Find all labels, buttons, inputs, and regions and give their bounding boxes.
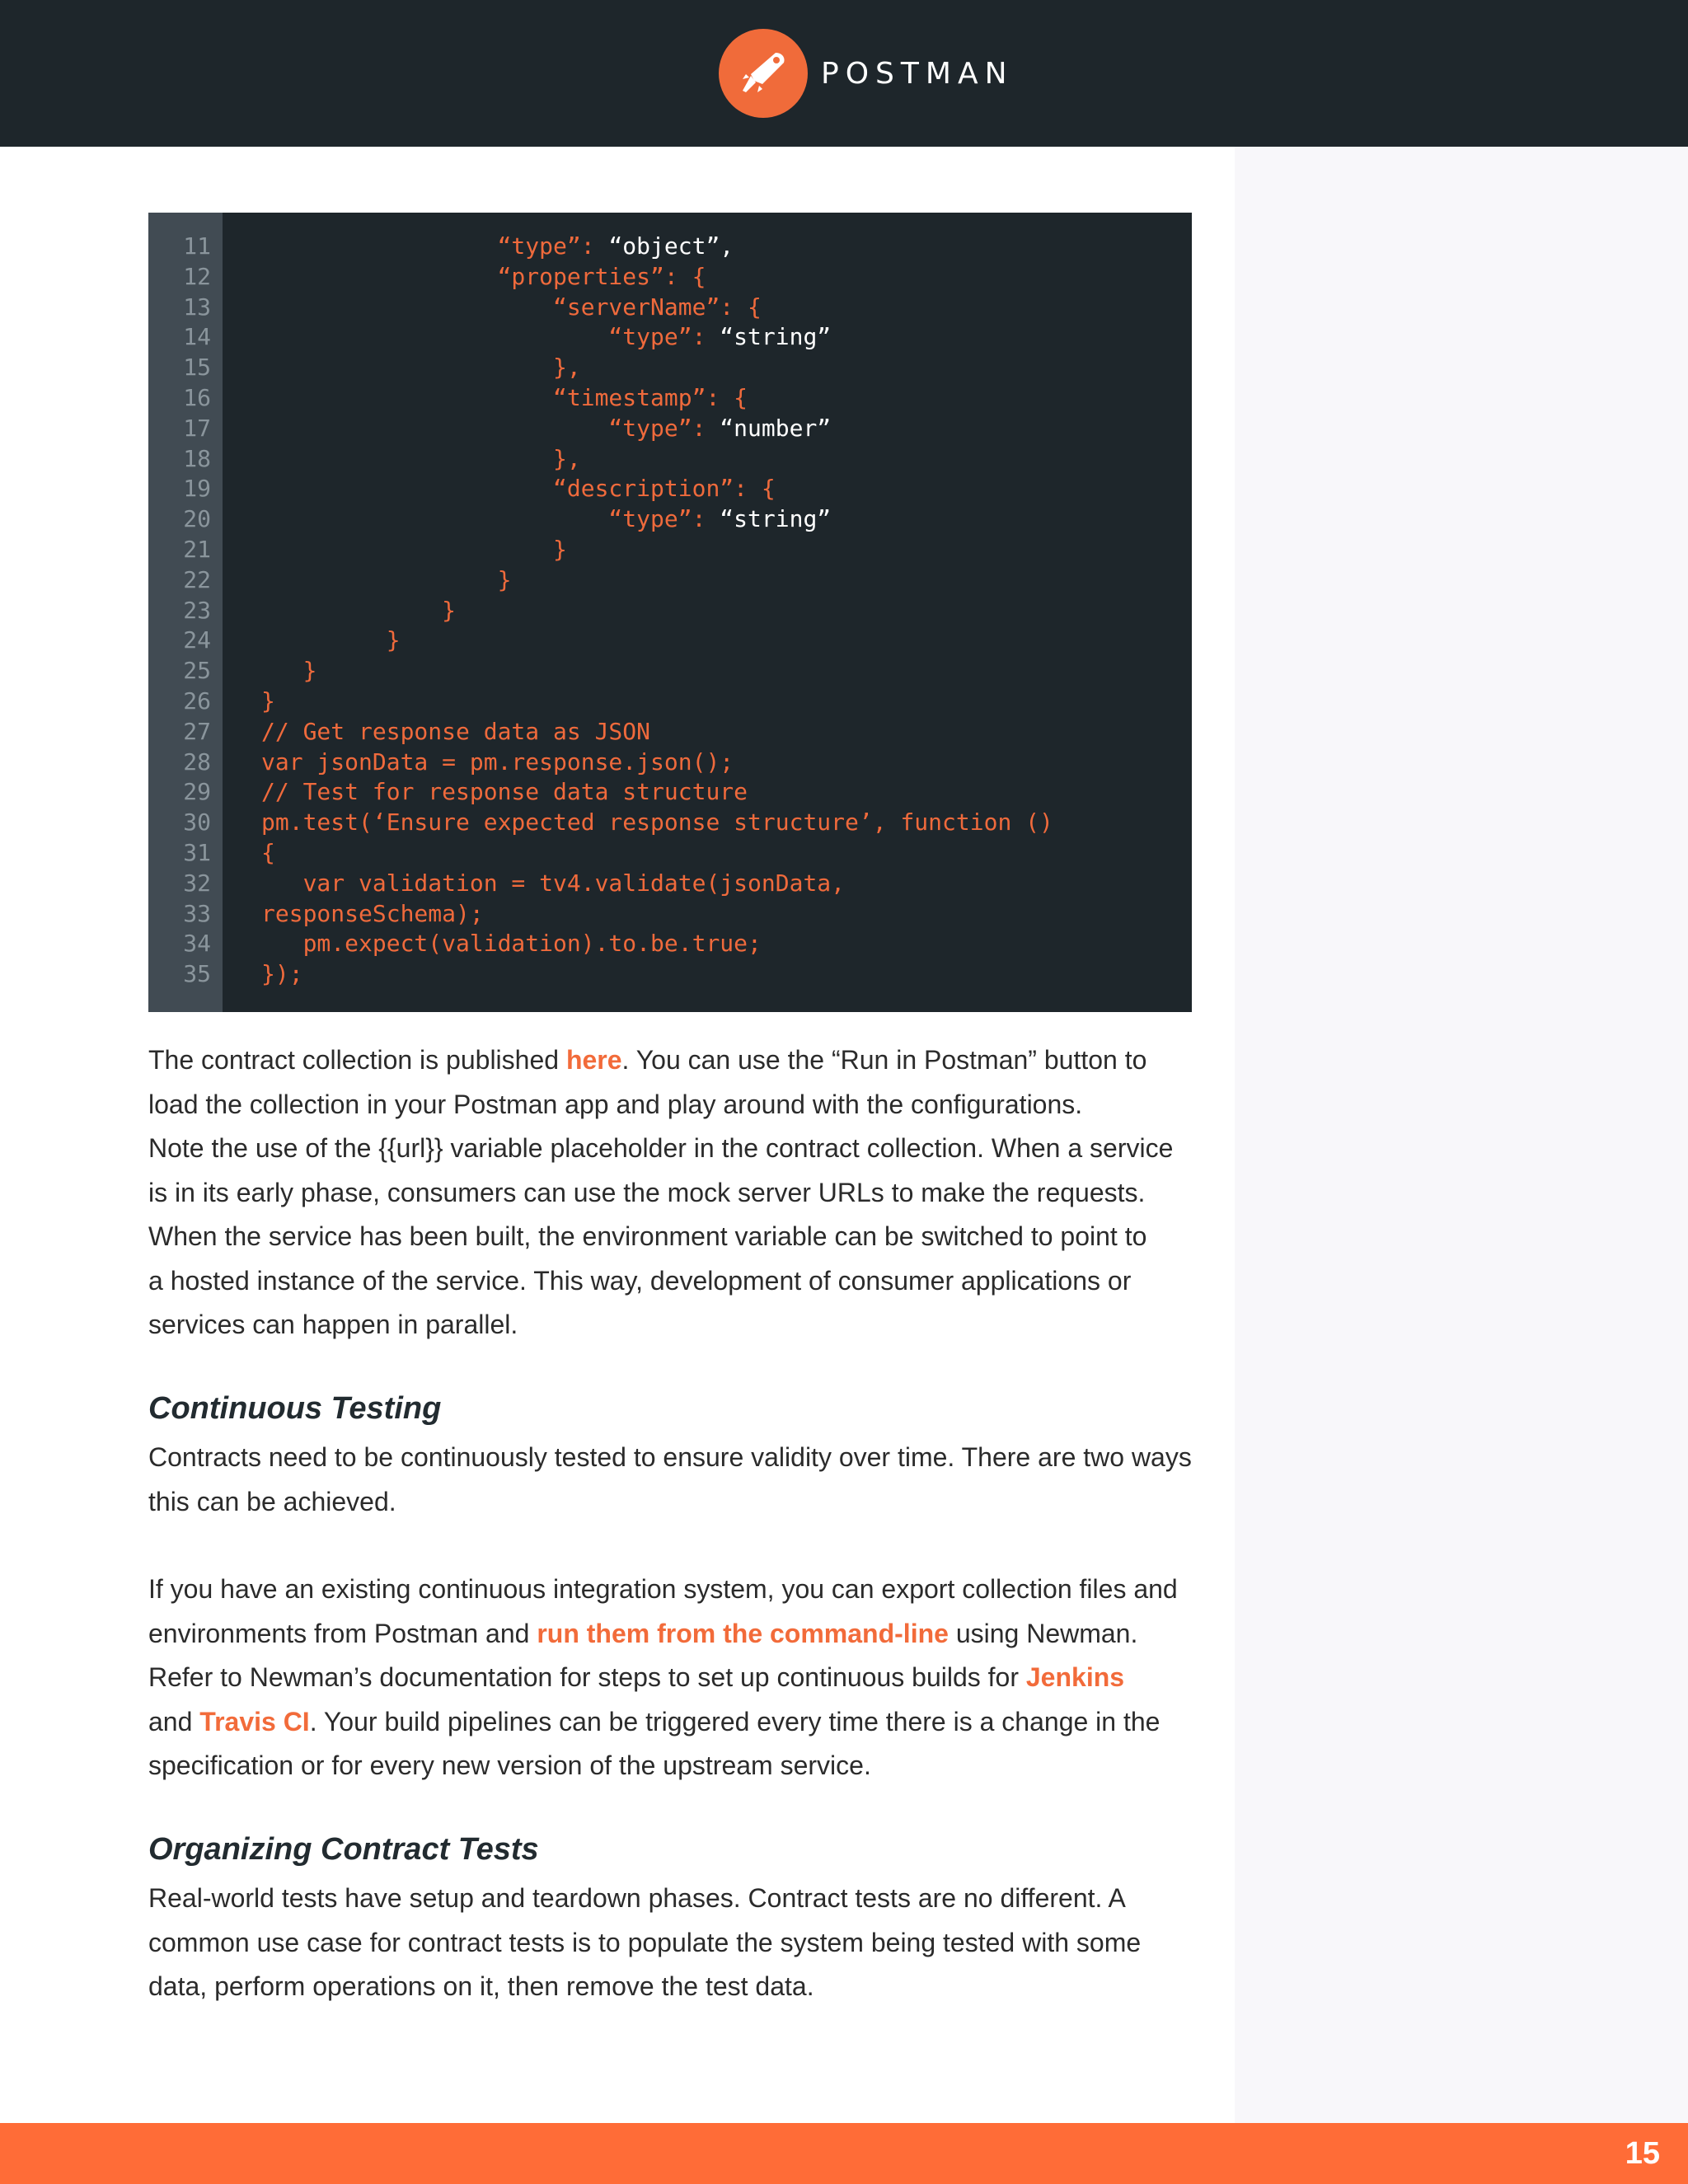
code-text	[261, 382, 748, 413]
code-text	[261, 807, 1053, 837]
code-token: “number”	[720, 414, 832, 442]
line-number: 32	[183, 869, 211, 897]
text-run: a hosted instance of the service. This way, development of consumer applications or	[148, 1265, 1132, 1296]
line-number: 12	[183, 262, 211, 290]
line-number: 21	[183, 536, 211, 563]
text-run: Refer to Newman’s documentation for steps to set up continuous builds for	[148, 1662, 1026, 1692]
code-text	[261, 595, 456, 626]
code-token: “type”:	[497, 232, 609, 260]
code-line	[148, 504, 1192, 534]
text-run: services can happen in parallel.	[148, 1310, 518, 1339]
line-number: 14	[183, 323, 211, 351]
text-line	[148, 1303, 1195, 1347]
code-text	[261, 443, 581, 474]
code-text	[261, 686, 275, 716]
code-token: }	[261, 565, 512, 593]
line-number: 22	[183, 565, 211, 593]
code-text	[261, 534, 567, 565]
code-token: “string”	[720, 505, 832, 533]
paragraph-continuous-testing	[148, 1436, 1195, 1524]
code-text	[261, 565, 511, 595]
right-sidebar-panel	[1235, 147, 1688, 2123]
text-line	[148, 1215, 1195, 1259]
code-text	[261, 413, 831, 443]
code-token: // Test for response data structure	[261, 778, 748, 806]
text-run: specification or for every new version of the upstream service.	[148, 1750, 871, 1780]
code-token: }	[261, 596, 457, 624]
code-text	[261, 837, 275, 868]
code-token: }	[261, 657, 317, 685]
line-number: 30	[183, 808, 211, 837]
line-number: 13	[183, 293, 211, 321]
code-text	[261, 898, 484, 929]
code-token: “serverName”: {	[261, 293, 762, 321]
page-number: 15	[1625, 2136, 1660, 2171]
line-number: 35	[183, 960, 211, 988]
code-token: }	[261, 687, 275, 715]
postman-logo[interactable]	[719, 28, 1014, 119]
code-line	[148, 868, 1192, 898]
text-run: this can be achieved.	[148, 1486, 396, 1516]
text-run: environments from Postman and	[148, 1618, 537, 1648]
line-number: 25	[183, 657, 211, 685]
text-run: using Newman.	[948, 1618, 1138, 1648]
line-number: 28	[183, 748, 211, 776]
line-number: 20	[183, 505, 211, 533]
code-line	[148, 716, 1192, 747]
code-line	[148, 837, 1192, 868]
text-run: The contract collection is published	[148, 1045, 566, 1075]
code-line	[148, 413, 1192, 443]
text-run: Real-world tests have setup and teardown phases. Contract tests are no different. A	[148, 1883, 1126, 1913]
paragraph-contract-collection	[148, 1038, 1195, 1347]
code-token: “timestamp”: {	[261, 384, 748, 411]
text-line	[148, 1436, 1195, 1480]
text-line	[148, 1480, 1195, 1525]
code-block	[148, 213, 1192, 1012]
code-line	[148, 655, 1192, 686]
code-text	[261, 292, 762, 322]
code-token: },	[261, 354, 581, 382]
code-line	[148, 261, 1192, 292]
code-text	[261, 473, 776, 504]
code-line	[148, 776, 1192, 807]
code-line	[148, 443, 1192, 474]
code-text	[261, 231, 734, 261]
line-number: 18	[183, 444, 211, 472]
paragraph-ci-newman	[148, 1568, 1195, 1788]
code-token: “type”:	[261, 505, 720, 533]
line-number: 23	[183, 596, 211, 624]
text-line	[148, 1568, 1195, 1612]
text-line	[148, 1259, 1195, 1304]
line-number: 33	[183, 899, 211, 927]
page-footer	[0, 2123, 1688, 2184]
code-token: },	[261, 444, 581, 472]
text-line	[148, 1171, 1195, 1216]
code-text	[261, 504, 831, 534]
text-run: If you have an existing continuous integration system, you can export collection files and	[148, 1574, 1178, 1604]
text-line	[148, 1744, 1195, 1788]
postman-rocket-icon	[719, 29, 808, 118]
code-text	[261, 868, 845, 898]
code-line	[148, 747, 1192, 777]
text-line	[148, 1127, 1195, 1171]
text-run: . You can use the “Run in Postman” button to	[621, 1045, 1147, 1075]
text-run: is in its early phase, consumers can use the mock server URLs to make the requests.	[148, 1177, 1146, 1207]
code-line	[148, 686, 1192, 716]
code-token: “type”:	[261, 414, 720, 442]
line-number: 19	[183, 475, 211, 503]
code-token: “string”	[720, 323, 832, 351]
code-token: var jsonData = pm.response.json();	[261, 748, 734, 776]
code-text	[261, 716, 650, 747]
text-run: and	[148, 1706, 200, 1736]
line-number: 16	[183, 384, 211, 411]
text-line	[148, 1083, 1195, 1127]
code-token: // Get response data as JSON	[261, 717, 651, 745]
heading-organizing-contract-tests: Organizing Contract Tests	[148, 1832, 539, 1867]
code-line	[148, 807, 1192, 837]
line-number: 26	[183, 687, 211, 715]
code-text	[261, 321, 831, 352]
text-line	[148, 1965, 1195, 2009]
line-number: 27	[183, 717, 211, 745]
code-line	[148, 898, 1192, 929]
code-token: pm.expect(validation).to.be.true;	[261, 930, 762, 958]
code-token: {	[261, 839, 275, 866]
line-number: 24	[183, 626, 211, 654]
code-token: “object”,	[608, 232, 734, 260]
code-line	[148, 231, 1192, 261]
line-number: 34	[183, 930, 211, 958]
text-run: . Your build pipelines can be triggered every time there is a change in the	[309, 1706, 1160, 1736]
line-number: 17	[183, 414, 211, 442]
text-run: data, perform operations on it, then remove the test data.	[148, 1971, 814, 2001]
line-number: 31	[183, 839, 211, 866]
brand-name: POSTMAN	[821, 56, 1014, 91]
code-text	[261, 352, 581, 382]
code-text	[261, 261, 706, 292]
text-line	[148, 1700, 1195, 1745]
line-number: 11	[183, 232, 211, 260]
code-text	[261, 747, 734, 777]
code-text	[261, 655, 316, 686]
code-line	[148, 958, 1192, 989]
text-line	[148, 1612, 1195, 1657]
text-line	[148, 1921, 1195, 1966]
code-line	[148, 382, 1192, 413]
code-token: “properties”: {	[261, 262, 706, 290]
code-line	[148, 595, 1192, 626]
text-line	[148, 1656, 1195, 1700]
code-text	[261, 928, 762, 958]
code-token: responseSchema);	[261, 899, 484, 927]
heading-continuous-testing: Continuous Testing	[148, 1391, 442, 1426]
code-line	[148, 534, 1192, 565]
code-line	[148, 321, 1192, 352]
code-token	[261, 232, 498, 260]
text-line	[148, 1877, 1195, 1921]
code-token: });	[261, 960, 303, 988]
text-link[interactable]: run them from the command-line	[537, 1618, 949, 1648]
text-link[interactable]: Jenkins	[1025, 1662, 1125, 1692]
code-token: }	[261, 536, 567, 563]
code-token: “type”:	[261, 323, 720, 351]
text-run: When the service has been built, the environment variable can be switched to point to	[148, 1221, 1147, 1251]
code-text	[261, 625, 401, 655]
code-line	[148, 928, 1192, 958]
text-run: load the collection in your Postman app and play around with the configurations.	[148, 1089, 1083, 1119]
code-token: pm.test(‘Ensure expected response structure’, function ()	[261, 808, 1053, 837]
text-link[interactable]: Travis CI	[199, 1706, 310, 1736]
code-text	[261, 776, 748, 807]
text-run: Contracts need to be continuously tested to ensure validity over time. There are two ways	[148, 1442, 1192, 1472]
code-line	[148, 352, 1192, 382]
code-token: “description”: {	[261, 475, 776, 503]
code-line	[148, 565, 1192, 595]
paragraph-organizing-tests	[148, 1877, 1195, 2009]
code-line	[148, 473, 1192, 504]
text-link[interactable]: here	[565, 1045, 622, 1075]
text-line	[148, 1038, 1195, 1083]
text-run: Note the use of the {{url}} variable placeholder in the contract collection. When a service	[148, 1133, 1174, 1163]
text-run: common use case for contract tests is to populate the system being tested with some	[148, 1927, 1142, 1957]
code-token: }	[261, 626, 401, 654]
line-number: 15	[183, 354, 211, 382]
code-line	[148, 625, 1192, 655]
code-line	[148, 292, 1192, 322]
code-text	[261, 958, 303, 989]
page-header	[0, 0, 1688, 147]
line-number: 29	[183, 778, 211, 806]
code-token: var validation = tv4.validate(jsonData,	[261, 869, 846, 897]
